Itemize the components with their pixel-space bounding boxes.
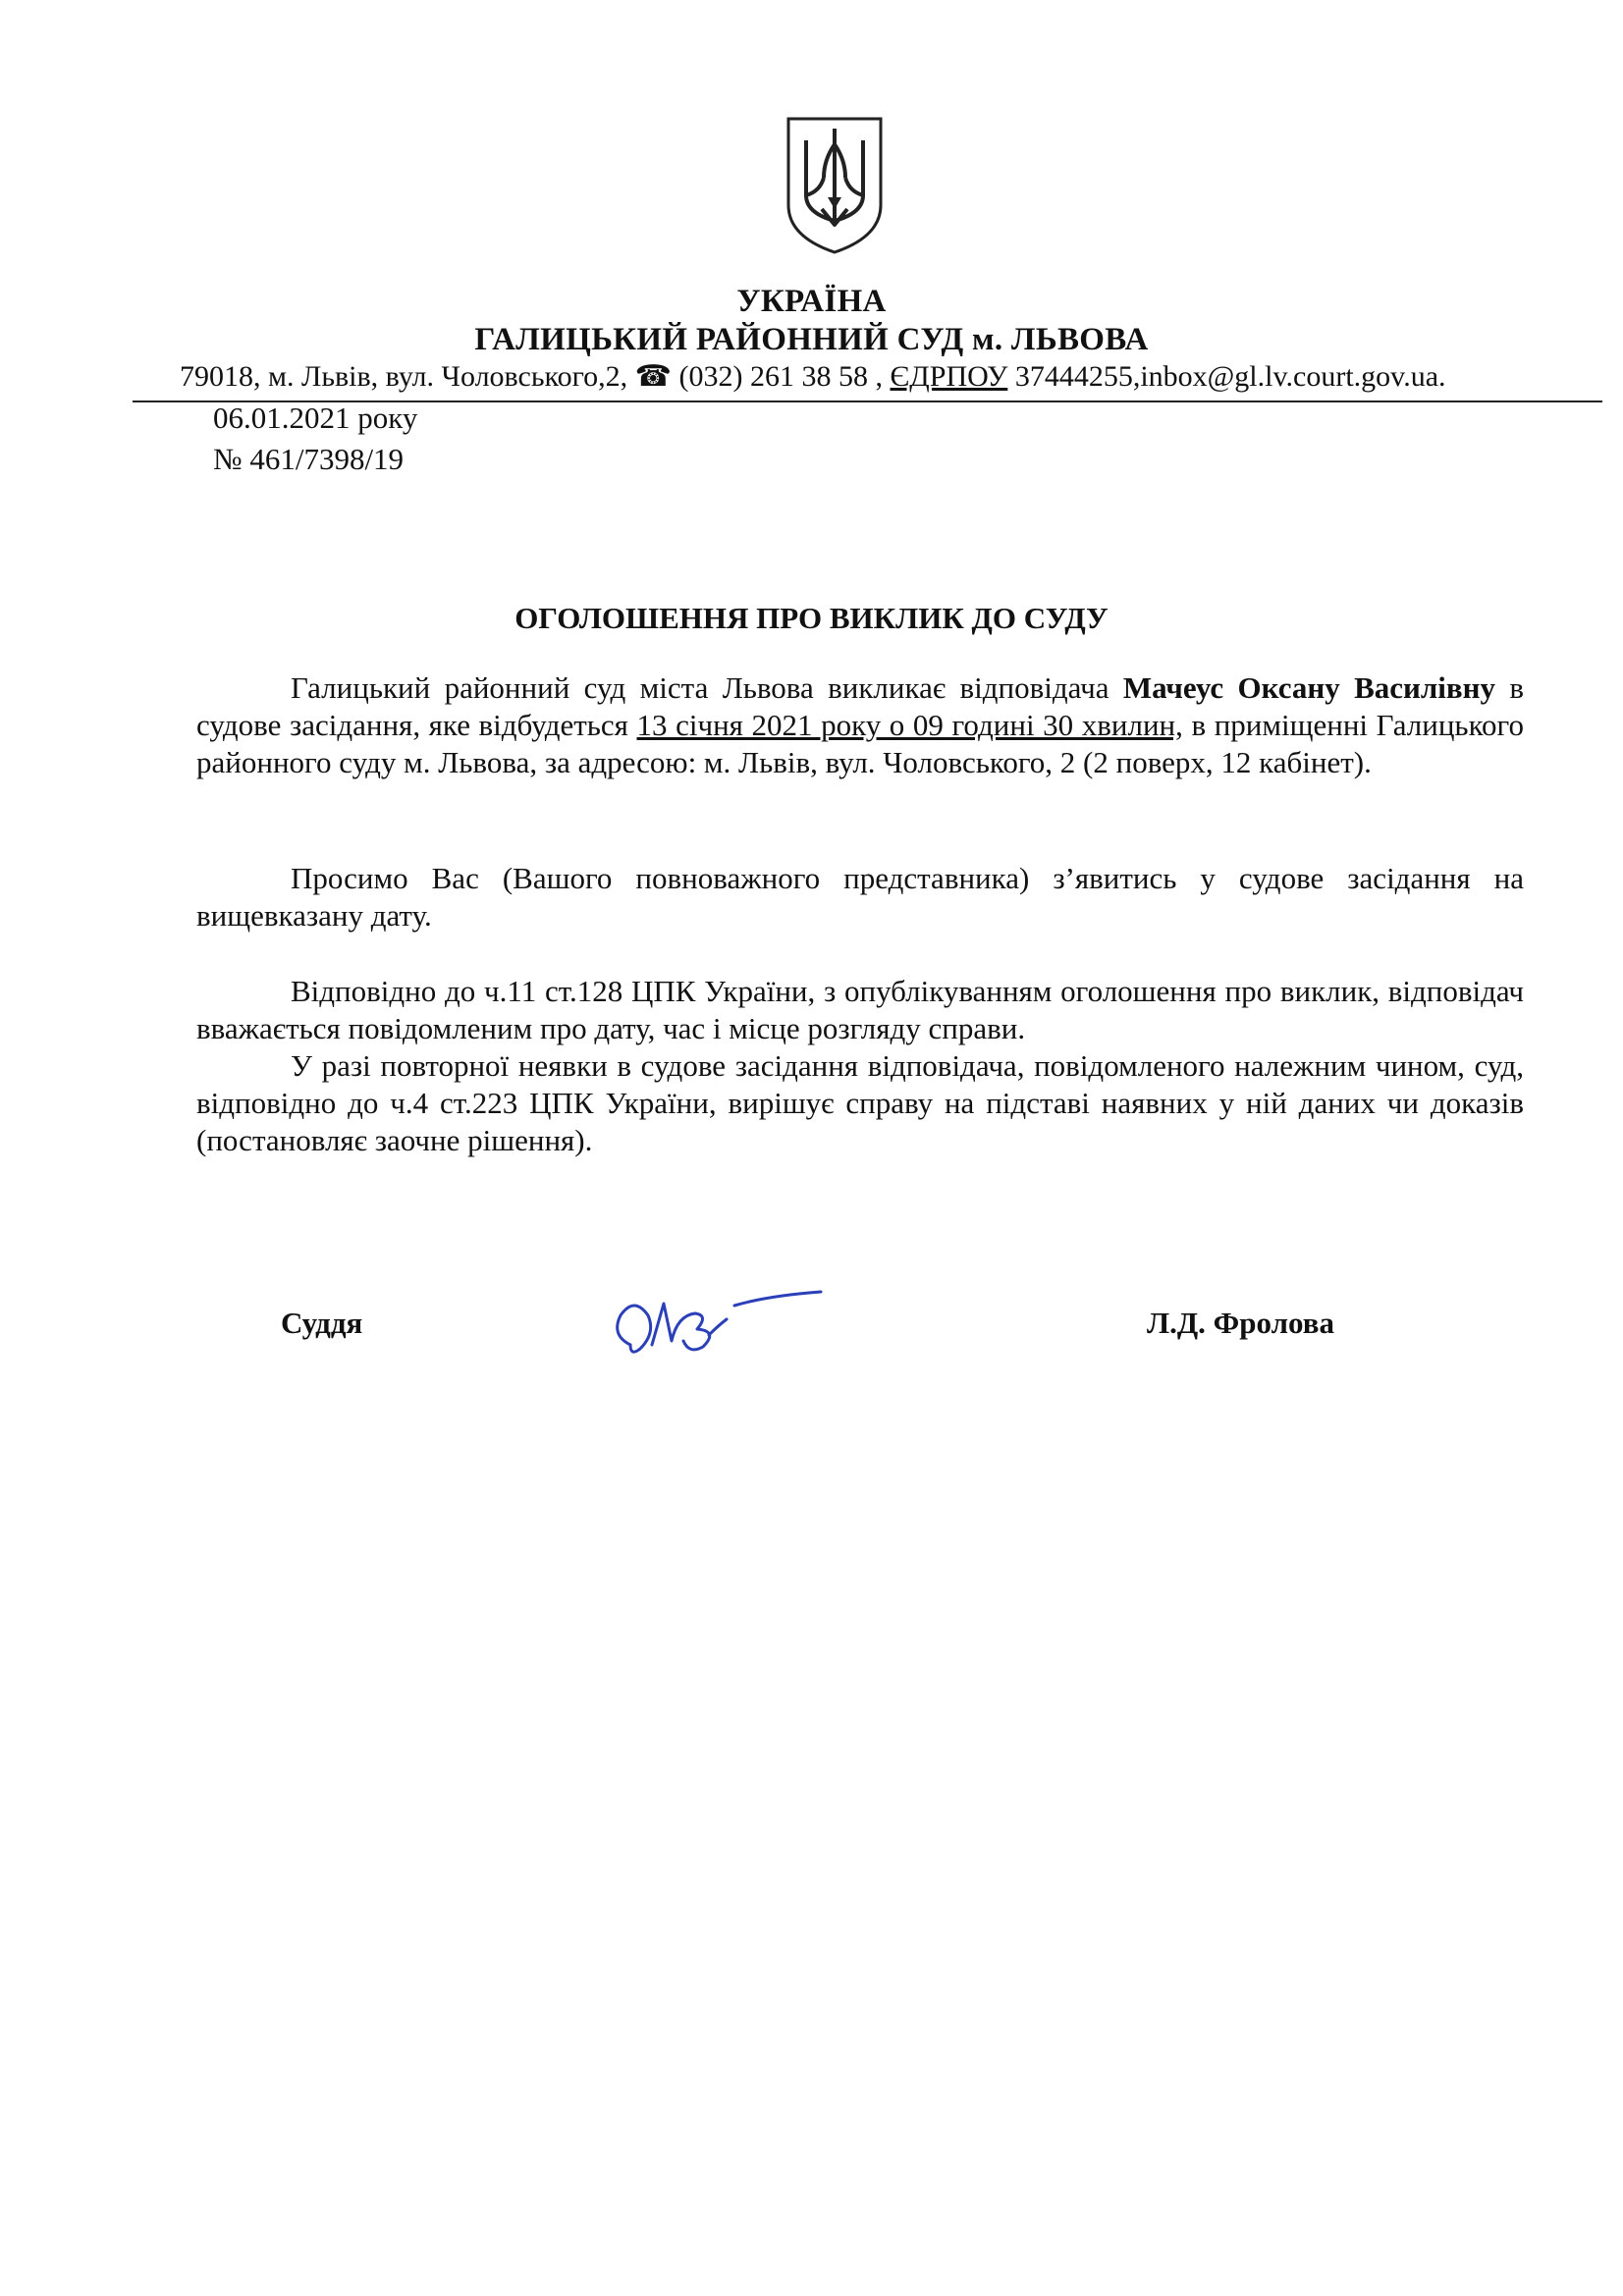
judge-label: Суддя bbox=[281, 1306, 363, 1340]
phone-icon: ☎ bbox=[634, 360, 673, 393]
edrpou-email: 37444255,inbox@gl.lv.court.gov.ua. bbox=[1014, 360, 1446, 393]
court-address: 79018, м. Львів, вул. Чоловського,2, bbox=[180, 360, 628, 393]
court-address-line bbox=[180, 359, 1446, 394]
consequence-text: У разі повторної неявки в судове засідання відповідача, повідомленого належним чином, суд, відповідно до ч.4 ст.223 ЦПК України, вирішує справу на підставі наявних у ній даних чи доказів (постановляє заочне рішення). bbox=[196, 1048, 1524, 1157]
paragraph-summons bbox=[196, 669, 1524, 781]
hearing-datetime: 13 січня 2021 року о 09 годині 30 хвилин, bbox=[636, 708, 1183, 742]
judge-name: Л.Д. Фролова bbox=[1147, 1306, 1334, 1340]
document-date: 06.01.2021 року bbox=[213, 400, 418, 435]
case-number: № 461/7398/19 bbox=[213, 442, 405, 476]
edrpou-label: ЄДРПОУ bbox=[890, 360, 1008, 393]
summons-text: Галицький районний суд міста Львова викликає відповідача bbox=[291, 670, 1109, 705]
court-phone: (032) 261 38 58 , bbox=[678, 360, 883, 393]
handwritten-signature bbox=[601, 1276, 827, 1374]
coat-of-arms-trident-icon bbox=[783, 115, 887, 256]
paragraph-consequence bbox=[196, 1047, 1524, 1159]
request-text: Просимо Вас (Вашого повноважного представника) з’явитись у судове засідання на вищевказану дату. bbox=[196, 861, 1524, 933]
document-title: ОГОЛОШЕННЯ ПРО ВИКЛИК ДО СУДУ bbox=[514, 601, 1109, 635]
country-heading: УКРАЇНА bbox=[736, 284, 887, 319]
paragraph-notice bbox=[196, 973, 1524, 1047]
court-heading: ГАЛИЦЬКИЙ РАЙОННИЙ СУД м. ЛЬВОВА bbox=[474, 322, 1149, 357]
notice-text: Відповідно до ч.11 ст.128 ЦПК України, з опублікуванням оголошення про виклик, відповідач вважається повідомленим про дату, час і місце розгляду справи. bbox=[196, 974, 1524, 1045]
paragraph-request bbox=[196, 860, 1524, 934]
summons-text-3: в приміщенні Галицького районного суду м. Львова, за адресою: м. Львів, вул. Чоловського, 2 (2 поверх, 12 кабінет). bbox=[196, 708, 1525, 779]
summons-text-2: в судове засідання, яке відбудеться bbox=[196, 670, 1524, 742]
defendant-name: Мачеус Оксану Василівну bbox=[1122, 670, 1495, 705]
